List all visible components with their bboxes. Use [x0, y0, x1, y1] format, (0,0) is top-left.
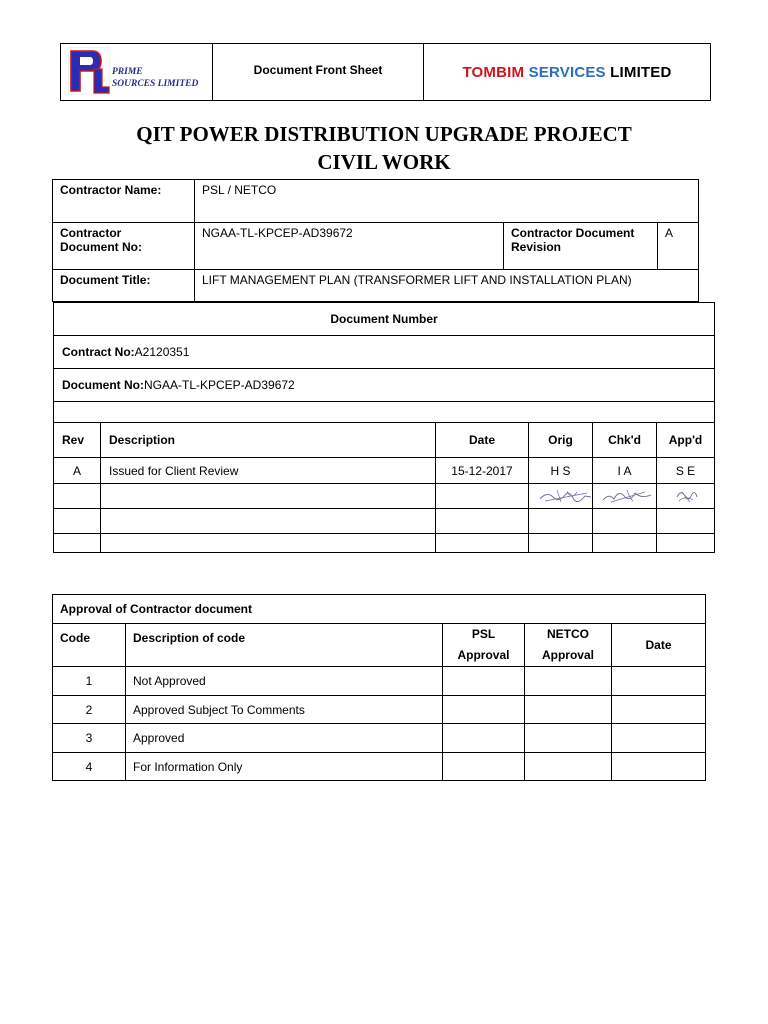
orig-signature-icon	[537, 487, 593, 505]
contractor-doc-no-label-line1: Contractor	[60, 226, 122, 240]
psl-logo-icon	[68, 47, 110, 95]
date-cell	[612, 724, 706, 753]
revision-header-row	[54, 423, 715, 458]
contractor-name-label: Contractor Name:	[53, 180, 195, 223]
rev-cell: A	[54, 458, 101, 484]
psl-approval-cell	[443, 753, 525, 781]
col-psl-approval-line2: Approval	[457, 648, 510, 662]
empty-cell	[101, 484, 436, 509]
appd-signature-icon	[673, 487, 699, 505]
empty-cell	[529, 509, 593, 534]
table-row	[54, 534, 715, 553]
code-description-cell: Approved	[126, 724, 443, 753]
col-code: Code	[53, 624, 126, 667]
empty-cell	[657, 509, 715, 534]
col-rev: Rev	[54, 423, 101, 458]
company-name-part3: LIMITED	[610, 63, 672, 81]
empty-cell	[436, 509, 529, 534]
approval-table	[52, 594, 706, 781]
document-no-value: NGAA-TL-KPCEP-AD39672	[144, 378, 295, 392]
psl-approval-cell	[443, 724, 525, 753]
col-date: Date	[436, 423, 529, 458]
empty-cell	[436, 484, 529, 509]
empty-cell	[54, 509, 101, 534]
contractor-revision-label	[504, 223, 658, 270]
orig-cell: H S	[529, 458, 593, 484]
header-table	[60, 43, 711, 101]
empty-cell	[593, 509, 657, 534]
col-chkd: Chk'd	[593, 423, 657, 458]
table-row	[53, 667, 706, 696]
document-number-table	[53, 302, 715, 553]
description-cell: Issued for Client Review	[101, 458, 436, 484]
empty-cell	[54, 534, 101, 553]
document-number-heading: Document Number	[54, 303, 715, 336]
contract-no-value: A2120351	[134, 345, 190, 359]
chkd-signature	[593, 484, 657, 509]
col-appd: App'd	[657, 423, 715, 458]
psl-logo	[61, 45, 211, 99]
chkd-signature-icon	[601, 487, 653, 505]
code-cell: 3	[53, 724, 126, 753]
blank-row	[54, 402, 715, 423]
approval-heading: Approval of Contractor document	[53, 595, 706, 624]
empty-cell	[101, 509, 436, 534]
contractor-revision-value: A	[658, 223, 699, 270]
contract-no-label: Contract No:	[62, 345, 135, 359]
empty-cell	[101, 534, 436, 553]
approval-header-row	[53, 624, 706, 667]
document-no-label: Document No:	[62, 378, 144, 392]
orig-signature	[529, 484, 593, 509]
empty-cell	[54, 484, 101, 509]
date-cell	[612, 667, 706, 696]
table-row	[53, 696, 706, 724]
contractor-name-value: PSL / NETCO	[195, 180, 699, 223]
document-title-label: Document Title:	[53, 270, 195, 302]
contract-no-row	[54, 336, 715, 369]
document-front-sheet-label: Document Front Sheet	[213, 44, 424, 101]
document-no-row	[54, 369, 715, 402]
col-netco-approval-line2: Approval	[541, 648, 594, 662]
date-cell	[612, 753, 706, 781]
netco-approval-cell	[525, 753, 612, 781]
code-description-cell: Not Approved	[126, 667, 443, 696]
psl-approval-cell	[443, 667, 525, 696]
code-description-cell: For Information Only	[126, 753, 443, 781]
signature-row	[54, 484, 715, 509]
col-psl-approval	[443, 624, 525, 667]
code-cell: 1	[53, 667, 126, 696]
code-description-cell: Approved Subject To Comments	[126, 696, 443, 724]
contractor-revision-label-line2: Revision	[511, 240, 562, 254]
logo-text-line2: SOURCES LIMITED	[112, 79, 199, 89]
appd-cell: S E	[657, 458, 715, 484]
col-description: Description	[101, 423, 436, 458]
contractor-doc-no-label-line2: Document No:	[60, 240, 142, 254]
col-netco-approval	[525, 624, 612, 667]
netco-approval-cell	[525, 724, 612, 753]
col-orig: Orig	[529, 423, 593, 458]
table-row	[54, 509, 715, 534]
table-row	[54, 458, 715, 484]
col-approval-date: Date	[612, 624, 706, 667]
contractor-revision-label-line1: Contractor Document	[511, 226, 635, 240]
document-title-value: LIFT MANAGEMENT PLAN (TRANSFORMER LIFT AND INSTALLATION PLAN)	[195, 270, 699, 302]
company-name	[424, 44, 711, 101]
empty-cell	[593, 534, 657, 553]
logo-text-line1: PRIME	[112, 67, 143, 77]
date-cell: 15-12-2017	[436, 458, 529, 484]
psl-approval-cell	[443, 696, 525, 724]
empty-cell	[436, 534, 529, 553]
empty-cell	[657, 534, 715, 553]
netco-approval-cell	[525, 667, 612, 696]
date-cell	[612, 696, 706, 724]
logo-cell	[61, 44, 213, 101]
code-cell: 2	[53, 696, 126, 724]
code-cell: 4	[53, 753, 126, 781]
project-title-line2: CIVIL WORK	[317, 150, 451, 174]
col-psl-approval-line1: PSL	[471, 627, 496, 641]
company-name-part1: TOMBIM	[462, 63, 525, 81]
company-name-part2: SERVICES	[528, 63, 606, 81]
col-description-of-code: Description of code	[126, 624, 443, 667]
col-netco-approval-line1: NETCO	[547, 627, 589, 641]
contractor-doc-no-label	[53, 223, 195, 270]
project-title-line1: QIT POWER DISTRIBUTION UPGRADE PROJECT	[136, 122, 632, 146]
project-title	[0, 120, 768, 176]
netco-approval-cell	[525, 696, 612, 724]
chkd-cell: I A	[593, 458, 657, 484]
contractor-doc-no-value: NGAA-TL-KPCEP-AD39672	[195, 223, 504, 270]
appd-signature	[657, 484, 715, 509]
contractor-info-table	[52, 179, 699, 302]
empty-cell	[529, 534, 593, 553]
table-row	[53, 724, 706, 753]
logo-company-text	[112, 66, 198, 90]
table-row	[53, 753, 706, 781]
